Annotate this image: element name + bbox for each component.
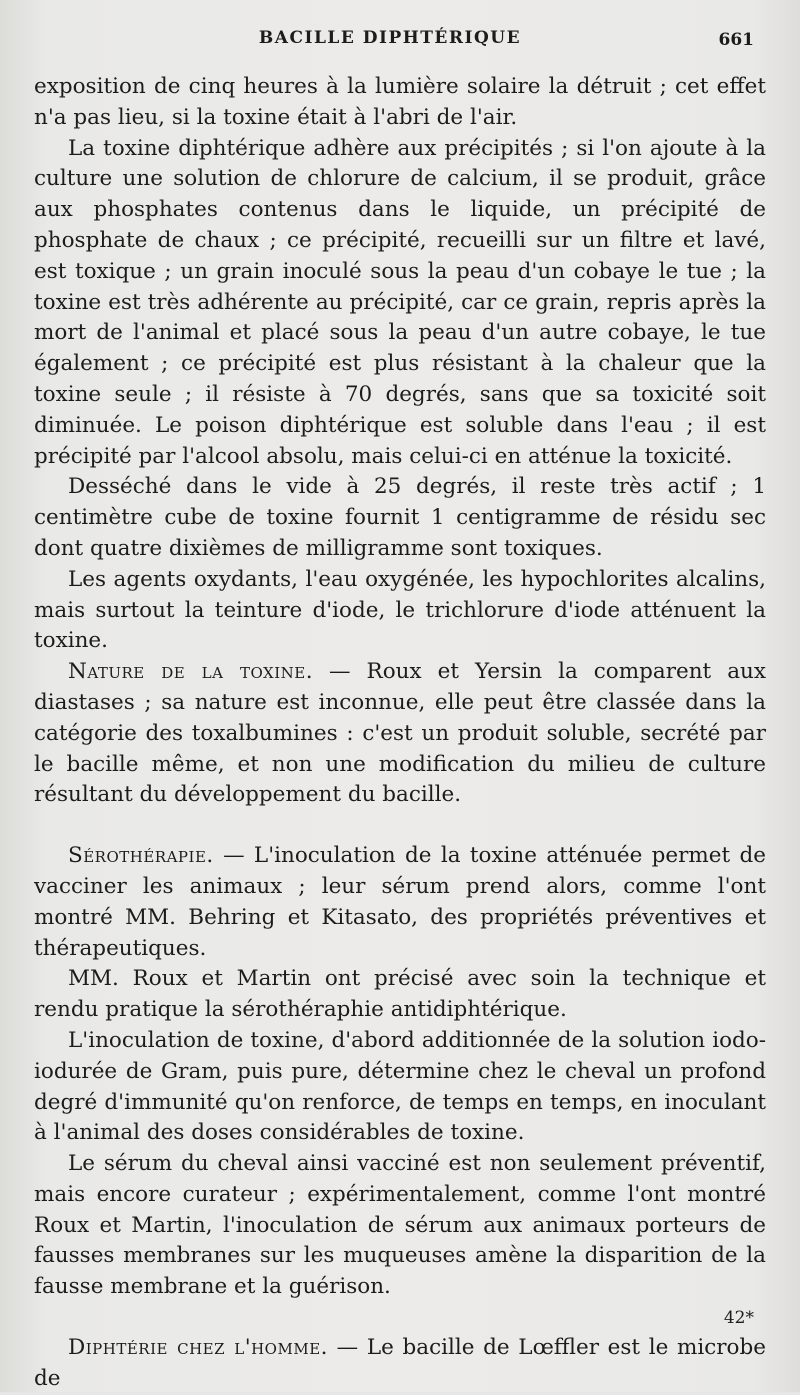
signature-mark: 42* xyxy=(723,1308,754,1328)
paragraph-7: MM. Roux et Martin ont précisé avec soin la technique et rendu pratique la sérothéraphie antidiphtérique. xyxy=(34,966,766,1023)
paragraph-nature xyxy=(34,657,766,811)
paragraph-2: La toxine diphtérique adhère aux précipités ; si l'on ajoute à la culture une solution de chlorure de calcium, il se produit, grâce aux phosphates contenus dans le liquide, un précipité de phosphate de chaux ; ce précipité, recueilli sur un filtre et lavé, est toxique ; un grain inoculé sous la peau d'un cobaye le tue ; la toxine est très adhérente au précipité, car ce grain, repris après la mort de l'animal et placé sous la peau d'un autre cobaye, le tue également ; ce précipité est plus résistant à la chaleur que la toxine seule ; il résiste à 70 degrés, sans que sa toxicité soit diminuée. Le poison diphtérique est soluble dans l'eau ; il est précipité par l'alcool absolu, mais celui-ci en atténue la toxicité. xyxy=(34,135,766,469)
page-number: 661 xyxy=(718,30,754,50)
section-heading-diphterie: Diphtérie chez l'homme. xyxy=(68,1335,328,1361)
paragraph-3: Desséché dans le vide à 25 degrés, il reste très actif ; 1 centimètre cube de toxine fournit 1 centigramme de résidu sec dont quatre dixièmes de milligramme sont toxiques. xyxy=(34,474,766,561)
paragraph-serotherapie-text: — L'inoculation de la toxine atténuée permet de vacciner les animaux ; leur sérum prend alors, comme l'ont montré MM. Behring et Kitasato, des propriétés préventives et thérapeutiques. xyxy=(34,843,766,961)
page-body xyxy=(34,72,766,1395)
section-heading-serotherapie: Sérothérapie. xyxy=(68,843,214,869)
section-heading-nature: Nature de la toxine. xyxy=(68,659,314,685)
section-spacer xyxy=(34,1303,766,1333)
running-title: BACILLE DIPHTÉRIQUE xyxy=(258,28,522,48)
paragraph-diphterie xyxy=(34,1333,766,1395)
paragraph-nature-text: — Roux et Yersin la comparent aux diastases ; sa nature est inconnue, elle peut être classée dans la catégorie des toxalbumines : c'est un produit soluble, secrété par le bacille même, et non une modification du milieu de culture résultant du développement du bacille. xyxy=(34,659,766,808)
paragraph-diphterie-text: — Le bacille de Lœffler est le microbe de xyxy=(34,1335,766,1391)
running-header xyxy=(0,28,800,58)
paragraph-9: Le sérum du cheval ainsi vacciné est non seulement préventif, mais encore curateur ; expérimentalement, comme l'ont montré Roux et Martin, l'inoculation de sérum aux animaux porteurs de fausses membranes sur les muqueuses amène la disparition de la fausse membrane et la guérison. xyxy=(34,1151,766,1300)
paragraph-4: Les agents oxydants, l'eau oxygénée, les hypochlorites alcalins, mais surtout la teinture d'iode, le trichlorure d'iode atténuent la toxine. xyxy=(34,566,766,654)
paragraph-1: exposition de cinq heures à la lumière solaire la détruit ; cet effet n'a pas lieu, si la toxine était à l'abri de l'air. xyxy=(34,74,766,130)
section-spacer xyxy=(34,811,766,841)
paragraph-serotherapie xyxy=(34,841,766,964)
paragraph-8: L'inoculation de toxine, d'abord additionnée de la solution iodo-iodurée de Gram, puis pure, détermine chez le cheval un profond degré d'immunité qu'on renforce, de temps en temps, en inoculant à l'animal des doses considérables de toxine. xyxy=(34,1027,766,1146)
